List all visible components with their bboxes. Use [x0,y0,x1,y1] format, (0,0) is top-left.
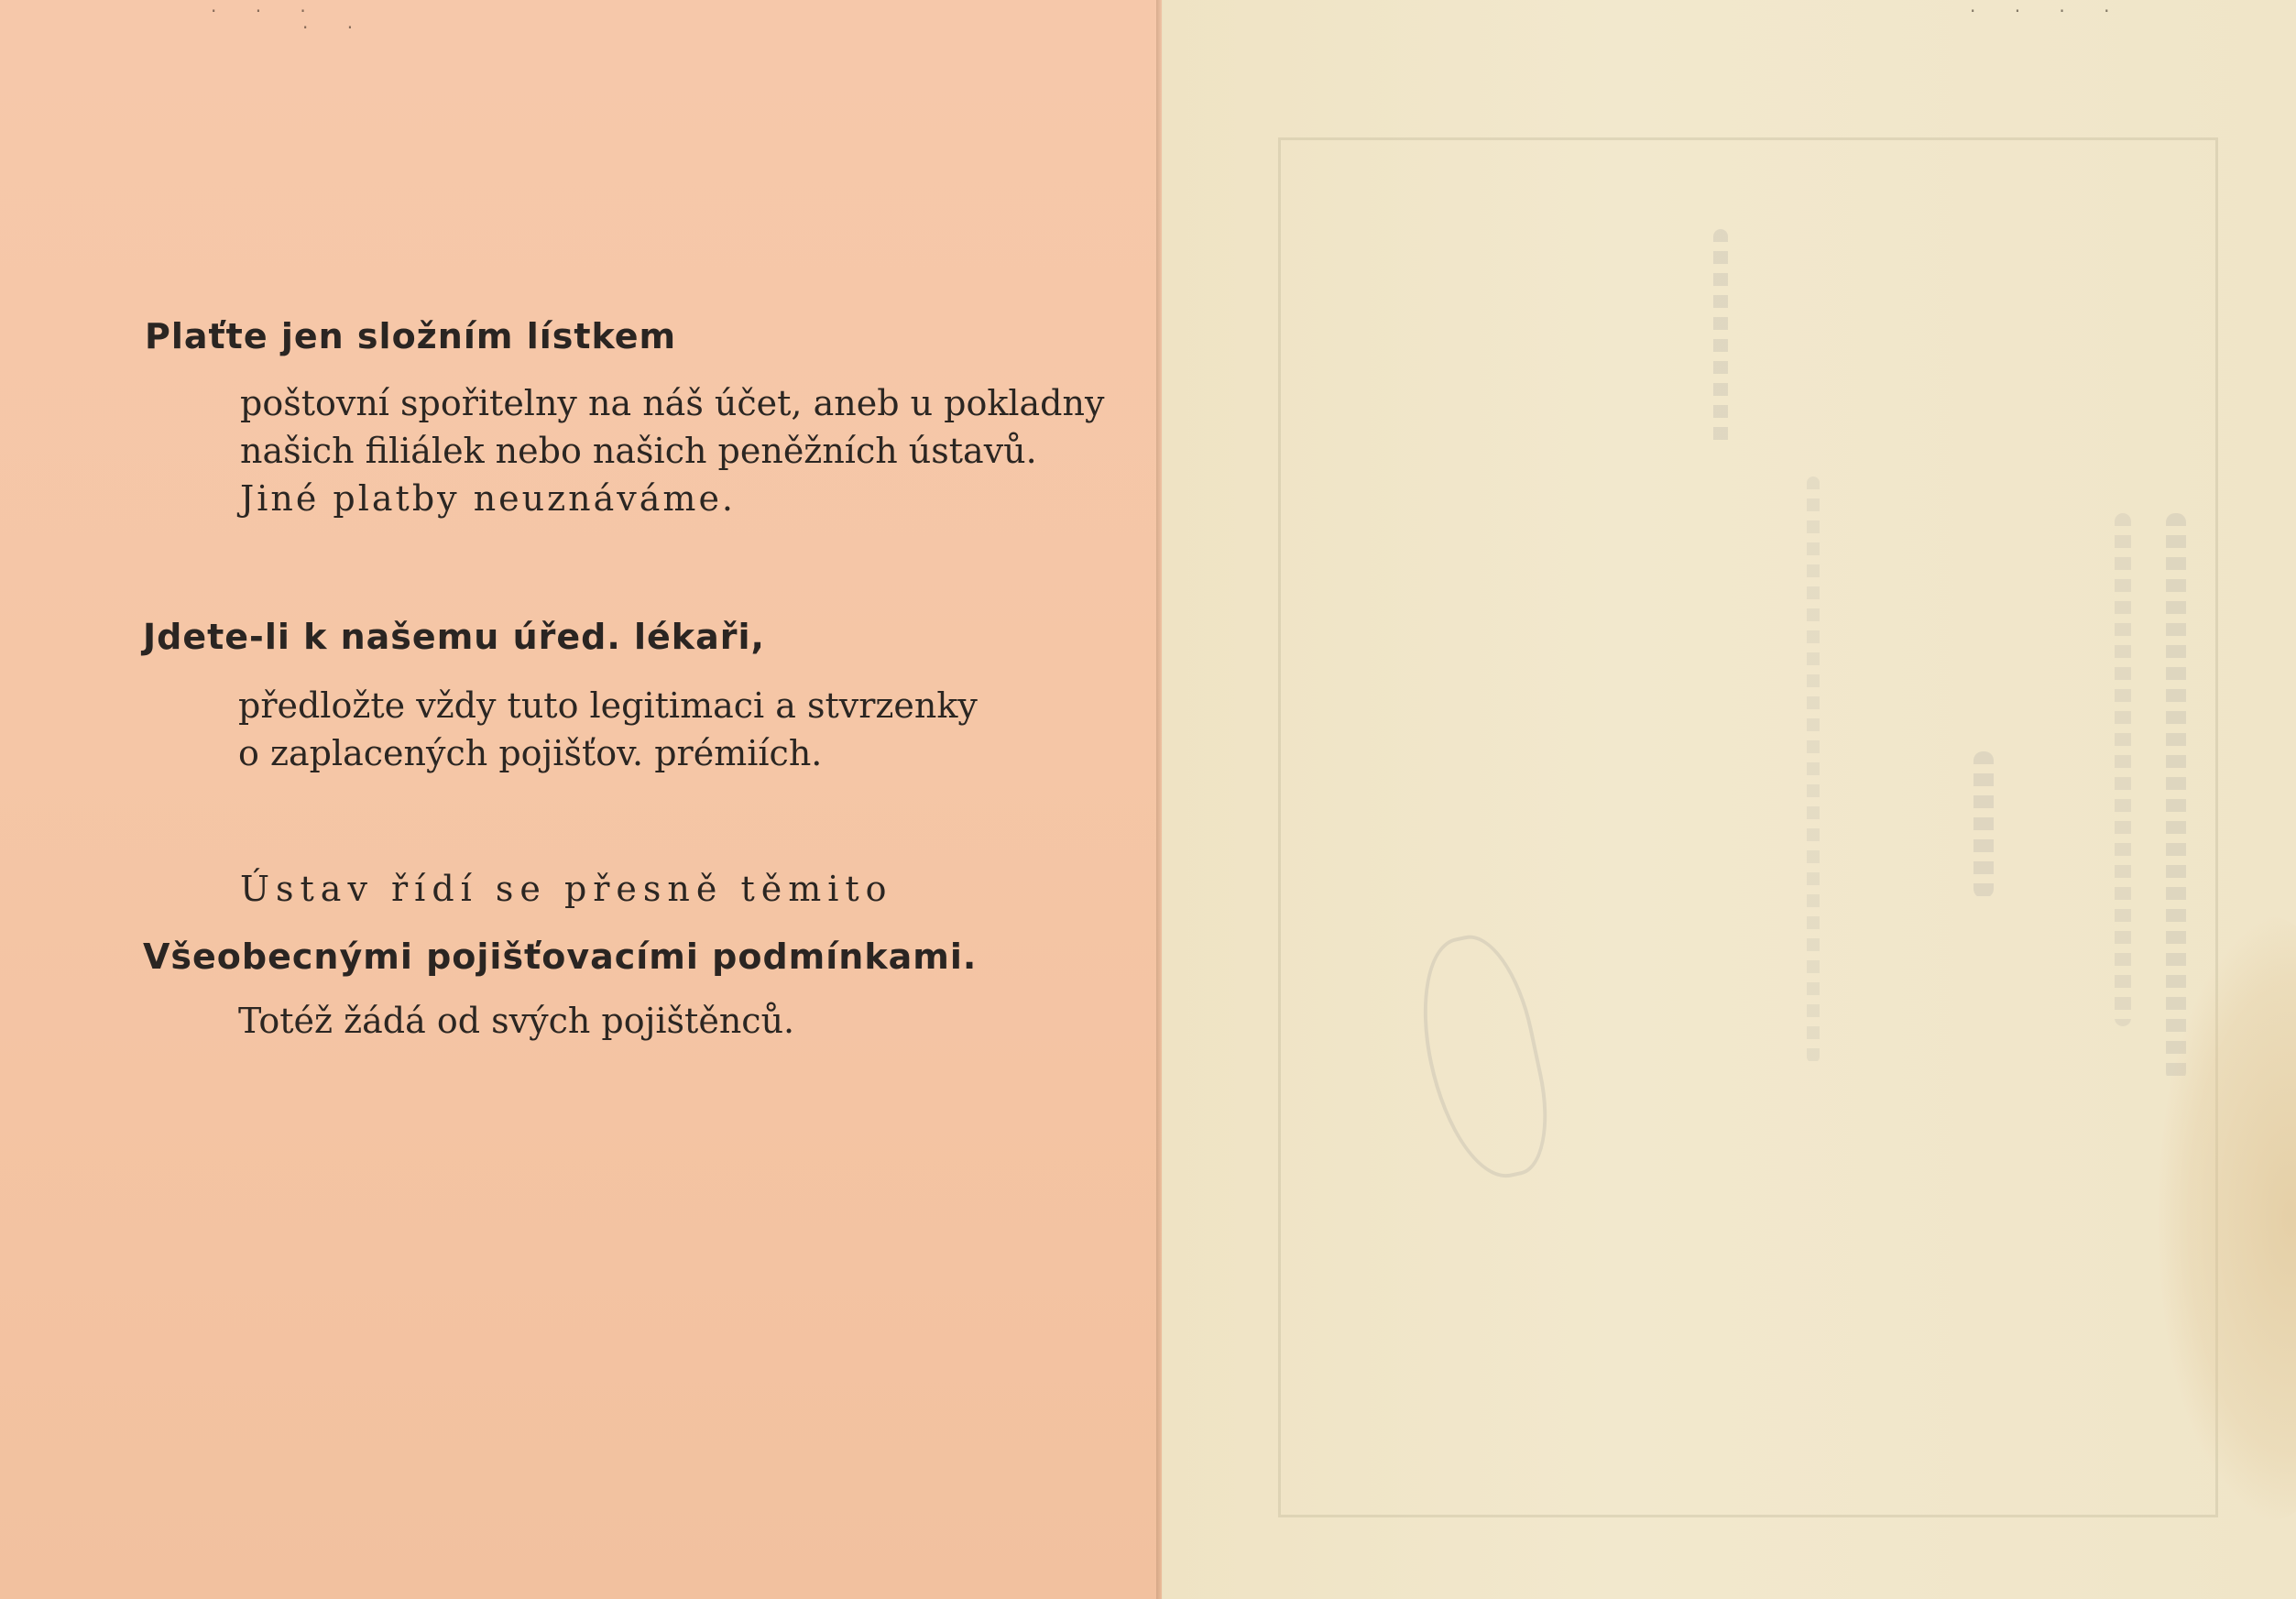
section-heading-payment: Plaťte jen složním lístkem [145,316,677,356]
print-specks: · · [302,16,370,38]
payment-line-3: Jiné platby neuznáváme. [240,478,737,519]
bleed-through-text [2115,513,2131,1026]
bleed-through-text [1713,229,1728,449]
page-fold [1156,0,1167,1599]
bleed-through-text [2166,513,2186,1081]
bleed-through-text [1807,476,1820,1063]
conditions-intro: Ústav řídí se přesně těmito [240,869,893,909]
conditions-closing: Totéž žádá od svých pojištěnců. [238,1001,795,1041]
payment-line-1: poštovní spořitelny na náš účet, aneb u pokladny [240,383,1105,423]
print-specks: · · · [211,0,323,22]
section-heading-doctor: Jdete-li k našemu úřed. lékaři, [143,617,765,657]
doctor-line-2: o zaplacených pojišťov. prémiích. [238,733,823,773]
section-heading-conditions: Všeobecnými pojišťovacími podmínkami. [143,936,978,977]
bleed-through-text [1973,751,1994,898]
print-specks: · · · · [1970,0,2127,22]
bleed-through-frame [1278,137,2218,1517]
doctor-line-1: předložte vždy tuto legitimaci a stvrzenky [238,685,978,726]
payment-line-2: našich filiálek nebo našich peněžních ústavů. [240,431,1037,471]
